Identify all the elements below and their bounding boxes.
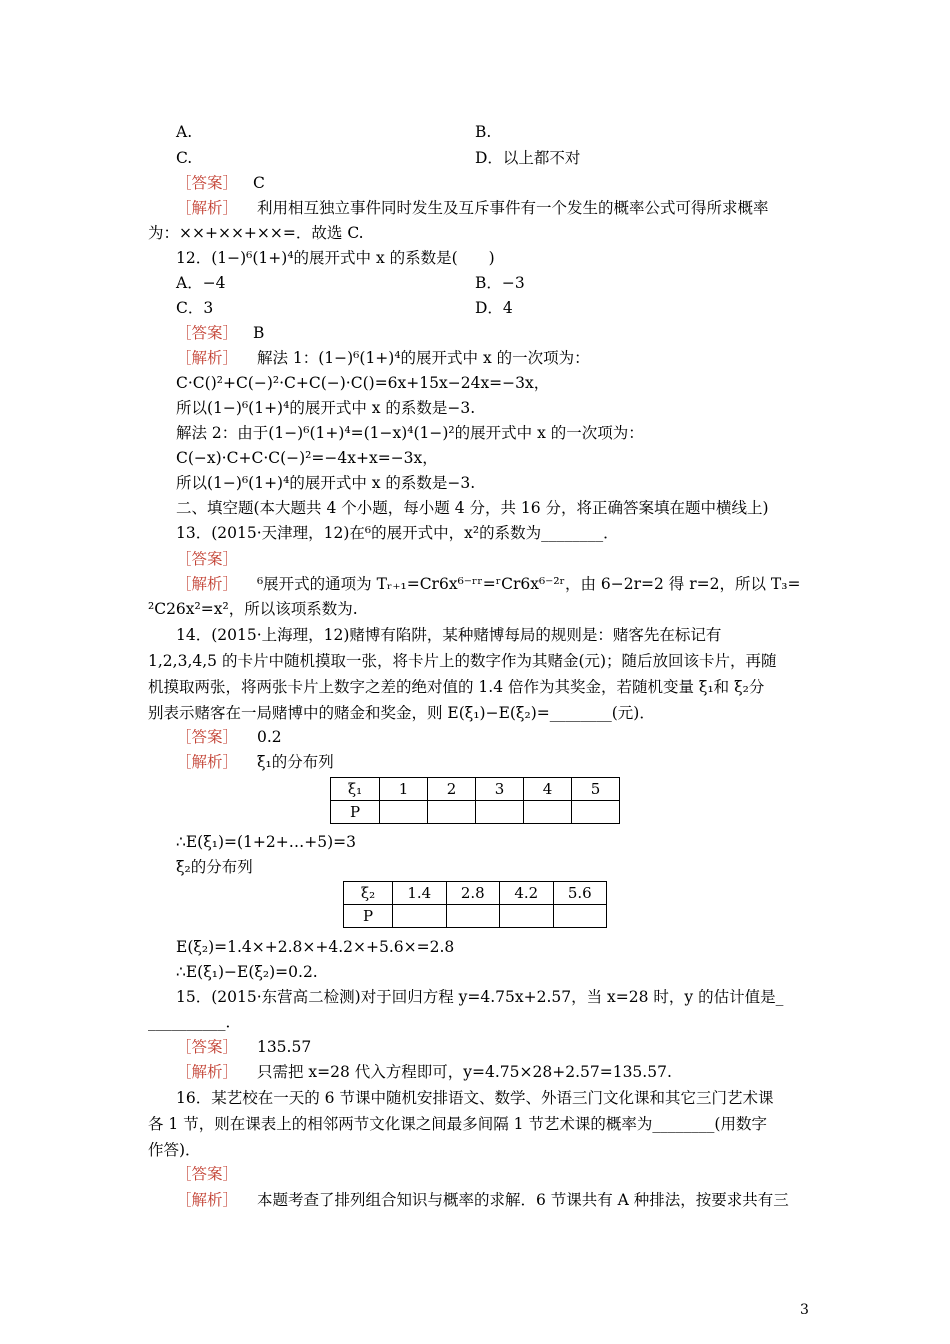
q13-analysis-line — [176, 574, 800, 594]
q14-conclusion: ∴E(ξ₁)−E(ξ₂)=0.2. — [176, 963, 318, 981]
analysis-tag: ［解析］ — [176, 349, 239, 367]
q12-solution-1-calc: C·C()²+C(−)²·C+C(−)·C()=6x+15x−24x=−3x， — [176, 374, 550, 392]
dist2-title: ξ₂的分布列 — [176, 858, 253, 876]
q15-answer: 135.57 — [256, 1038, 312, 1056]
table-cell: 3 — [476, 778, 524, 801]
table-cell — [572, 801, 620, 824]
q11-option-a: A. — [176, 123, 193, 141]
q11-answer: C — [252, 174, 265, 192]
table-cell: P — [344, 905, 393, 928]
answer-tag: ［答案］ — [176, 324, 239, 342]
table-cell — [380, 801, 428, 824]
table-row — [331, 801, 620, 824]
q12-stem: 12．(1−)⁶(1+)⁴的展开式中 x 的系数是( ) — [176, 249, 495, 267]
q14-expectation-1: ∴E(ξ₁)=(1+2+…+5)=3 — [176, 833, 356, 851]
analysis-tag: ［解析］ — [176, 1063, 239, 1081]
table-cell: 2 — [428, 778, 476, 801]
table-cell: 2.8 — [446, 882, 500, 905]
q12-option-a: A．−4 — [176, 274, 226, 292]
q14-answer-line — [176, 727, 282, 747]
q14-stem-2: 1,2,3,4,5 的卡片中随机摸取一张，将卡片上的数字作为其赌金(元)；随后放回该卡片，再随 — [148, 652, 777, 670]
q13-stem: 13．(2015·天津理，12)在⁶的展开式中，x²的系数为________． — [176, 524, 619, 542]
distribution-table-2 — [343, 881, 607, 928]
q11-option-d: D．以上都不对 — [475, 149, 581, 167]
q14-answer: 0.2 — [256, 728, 282, 746]
q12-option-d: D．4 — [475, 299, 513, 317]
q12-solution-2-result: 所以(1−)⁶(1+)⁴的展开式中 x 的系数是−3. — [176, 474, 476, 492]
table-cell: 4 — [524, 778, 572, 801]
q12-solution-1-intro: 解法 1：(1−)⁶(1+)⁴的展开式中 x 的一次项为： — [256, 349, 590, 367]
q14-stem-4: 别表示赌客在一局赌博中的赌金和奖金，则 E(ξ₁)−E(ξ₂)=________(元)． — [148, 704, 655, 722]
q16-stem-1: 16．某艺校在一天的 6 节课中随机安排语文、数学、外语三门文化课和其它三门艺术课 — [176, 1089, 774, 1107]
table-cell: 4.2 — [500, 882, 554, 905]
q11-analysis-line — [176, 198, 768, 218]
table-cell — [553, 905, 607, 928]
q14-stem-1: 14．(2015·上海理，12)赌博有陷阱，某种赌博每局的规则是：赌客先在标记有 — [176, 626, 722, 644]
q11-option-c: C. — [176, 149, 193, 167]
q16-stem-2: 各 1 节，则在课表上的相邻两节文化课之间最多间隔 1 节艺术课的概率为________(用数字 — [148, 1115, 767, 1133]
table-row — [331, 778, 620, 801]
q15-answer-line — [176, 1037, 311, 1057]
q16-analysis-text: 本题考查了排列组合知识与概率的求解．6 节课共有 A 种排法，按要求共有三 — [256, 1191, 789, 1209]
q11-analysis-text: 利用相互独立事件同时发生及互斥事件有一个发生的概率公式可得所求概率 — [256, 199, 769, 217]
q13-analysis-cont: ²C26x²=x²，所以该项系数为. — [148, 600, 358, 618]
analysis-tag: ［解析］ — [176, 753, 239, 771]
q12-analysis-line — [176, 348, 590, 368]
analysis-tag: ［解析］ — [176, 1191, 239, 1209]
q16-stem-3: 作答)． — [148, 1141, 201, 1159]
table-row — [344, 905, 607, 928]
analysis-tag: ［解析］ — [176, 575, 239, 593]
q15-analysis-text: 只需把 x=28 代入方程即可，y=4.75×28+2.57=135.57. — [256, 1063, 672, 1081]
q12-solution-2-intro: 解法 2：由于(1−)⁶(1+)⁴=(1−x)⁴(1−)²的展开式中 x 的一次项为： — [176, 424, 644, 442]
answer-tag: ［答案］ — [176, 550, 239, 568]
table-cell — [524, 801, 572, 824]
answer-tag: ［答案］ — [176, 174, 239, 192]
q15-stem-2: __________． — [148, 1013, 242, 1031]
table-cell: P — [331, 801, 380, 824]
q12-option-c: C．3 — [176, 299, 214, 317]
q16-answer-line — [176, 1164, 238, 1184]
answer-tag: ［答案］ — [176, 1038, 239, 1056]
q12-option-b: B．−3 — [475, 274, 525, 292]
table-cell: ξ₁ — [331, 778, 380, 801]
q12-answer: B — [252, 324, 265, 342]
section-heading: 二、填空题(本大题共 4 个小题，每小题 4 分，共 16 分，将正确答案填在题中横线上) — [176, 499, 769, 517]
table-cell: ξ₂ — [344, 882, 393, 905]
q15-analysis-line — [176, 1062, 672, 1082]
q11-answer-line — [176, 173, 265, 193]
table-cell — [446, 905, 500, 928]
q11-option-b: B. — [475, 123, 492, 141]
q14-analysis-line — [176, 752, 334, 772]
table-cell: 1.4 — [393, 882, 447, 905]
table-cell: 5.6 — [553, 882, 607, 905]
dist1-title: ξ₁的分布列 — [256, 753, 334, 771]
answer-tag: ［答案］ — [176, 1165, 239, 1183]
table-cell: 5 — [572, 778, 620, 801]
table-cell — [428, 801, 476, 824]
q13-answer-line — [176, 549, 238, 569]
q14-expectation-2: E(ξ₂)=1.4×+2.8×+4.2×+5.6×=2.8 — [176, 938, 455, 956]
table-row — [344, 882, 607, 905]
q13-analysis-text: ⁶展开式的通项为 Tᵣ₊₁=Cr6x⁶⁻ʳʳ=ʳCr6x⁶⁻²ʳ，由 6−2r=2 得 r=2，所以 T₃= — [256, 575, 801, 593]
distribution-table-1 — [330, 777, 620, 824]
analysis-tag: ［解析］ — [176, 199, 239, 217]
table-cell — [476, 801, 524, 824]
page-number: 3 — [800, 1302, 809, 1318]
q12-answer-line — [176, 323, 264, 343]
table-cell — [500, 905, 554, 928]
q15-stem-1: 15．(2015·东营高二检测)对于回归方程 y=4.75x+2.57，当 x=28 时，y 的估计值是_ — [176, 988, 784, 1006]
answer-tag: ［答案］ — [176, 728, 239, 746]
table-cell — [393, 905, 447, 928]
table-cell: 1 — [380, 778, 428, 801]
q16-analysis-line — [176, 1190, 789, 1210]
q12-solution-2-calc: C(−x)·C+C·C(−)²=−4x+x=−3x， — [176, 449, 438, 467]
q12-solution-1-result: 所以(1−)⁶(1+)⁴的展开式中 x 的系数是−3. — [176, 399, 476, 417]
q11-analysis-cont: 为：××+××+××=．故选 C. — [148, 224, 364, 242]
q14-stem-3: 机摸取两张，将两张卡片上数字之差的绝对值的 1.4 倍作为其奖金，若随机变量 ξ₁和 ξ₂分 — [148, 678, 765, 696]
